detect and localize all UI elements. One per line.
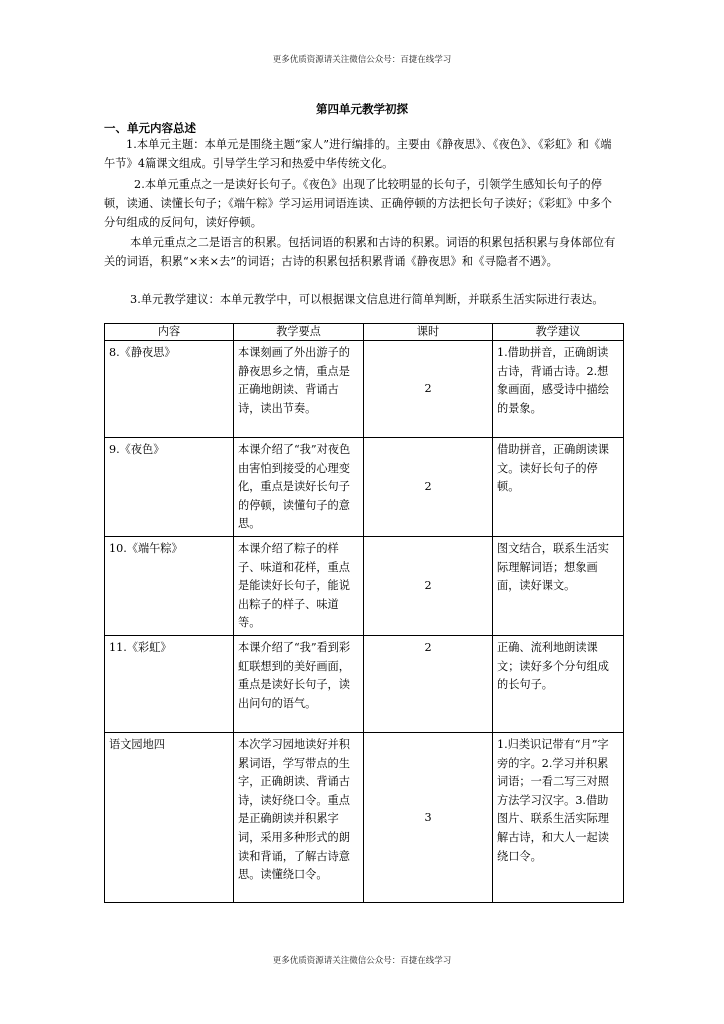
column-header-content: 内容 <box>105 324 234 341</box>
cell-advice: 图文结合，联系生活实际理解词语；想象画面，读好课文。 <box>493 536 624 635</box>
column-header-points: 教学要点 <box>234 324 364 341</box>
table-row <box>105 732 624 902</box>
table-row <box>105 635 624 732</box>
paragraph-teaching-advice: 3.单元教学建议：本单元教学中，可以根据课文信息进行简单判断，并联系生活实际进行表达。 <box>130 293 604 306</box>
cell-hours: 3 <box>364 732 493 902</box>
cell-advice: 1.归类识记带有“月”字旁的字。2.学习并积累词语；一看二写三对照方法学习汉字。3.借助图片、联系生活实际理解古诗，和大人一起读绕口令。 <box>493 732 624 902</box>
cell-hours: 2 <box>364 438 493 537</box>
cell-hours: 2 <box>364 536 493 635</box>
cell-content: 11.《彩虹》 <box>105 635 234 732</box>
column-header-hours: 课时 <box>364 324 493 341</box>
header-note: 更多优质资源请关注微信公众号：百捷在线学习 <box>272 55 452 65</box>
footer-note: 更多优质资源请关注微信公众号：百捷在线学习 <box>272 956 452 966</box>
table-row <box>105 438 624 537</box>
cell-points: 本课介绍了“我”看到彩虹联想到的美好画面，重点是读好长句子，读出问句的语气。 <box>234 635 364 732</box>
column-header-advice: 教学建议 <box>493 324 624 341</box>
teaching-plan-table <box>104 323 624 903</box>
cell-points: 本课刻画了外出游子的静夜思乡之情，重点是正确地朗读、背诵古诗，读出节奏。 <box>234 341 364 438</box>
table-header-row <box>105 324 624 341</box>
cell-advice: 正确、流利地朗读课文；读好多个分句组成的长句子。 <box>493 635 624 732</box>
table-row <box>105 341 624 438</box>
page-title: 第四单元教学初探 <box>316 102 408 116</box>
cell-content: 9.《夜色》 <box>105 438 234 537</box>
cell-content: 8.《静夜思》 <box>105 341 234 438</box>
cell-points: 本课介绍了粽子的样子、味道和花样，重点是能读好长句子，能说出粽子的样子、味道等。 <box>234 536 364 635</box>
cell-content: 10.《端午粽》 <box>105 536 234 635</box>
paragraph-unit-theme: 1.本单元主题：本单元是围绕主题“家人”进行编排的。主要由《静夜思》、《夜色》、《彩虹》和《端午节》4篇课文组成。引导学生学习和热爱中华传统文化。 <box>104 138 612 170</box>
table-row <box>105 536 624 635</box>
cell-hours: 2 <box>364 341 493 438</box>
cell-hours: 2 <box>364 635 493 732</box>
cell-advice: 借助拼音，正确朗读课文。读好长句子的停顿。 <box>493 438 624 537</box>
cell-points: 本次学习园地读好并积累词语，学写带点的生字，正确朗读、背诵古诗，读好绕口令。重点是正确朗读并积累字词，采用多种形式的朗读和背诵，了解古诗意思。读懂绕口令。 <box>234 732 364 902</box>
paragraph-key-point-2: 本单元重点之二是语言的积累。包括词语的积累和古诗的积累。词语的积累包括积累与身体部位有关的词语，积累“×来×去”的词语；古诗的积累包括积累背诵《静夜思》和《寻隐者不遇》。 <box>104 236 616 268</box>
cell-points: 本课介绍了“我”对夜色由害怕到接受的心理变化，重点是读好长句子的停顿，读懂句子的意思。 <box>234 438 364 537</box>
section-heading: 一、单元内容总述 <box>104 121 196 135</box>
cell-content: 语文园地四 <box>105 732 234 902</box>
cell-advice: 1.借助拼音，正确朗读古诗，背诵古诗。2.想象画面，感受诗中描绘的景象。 <box>493 341 624 438</box>
paragraph-key-point-1: 2.本单元重点之一是读好长句子。《夜色》出现了比较明显的长句子，引领学生感知长句子的停顿，读通、读懂长句子；《端午粽》学习运用词语连读、正确停顿的方法把长句子读好；《彩虹》中多个分句组成的反问句，读好停顿。 <box>104 178 613 229</box>
